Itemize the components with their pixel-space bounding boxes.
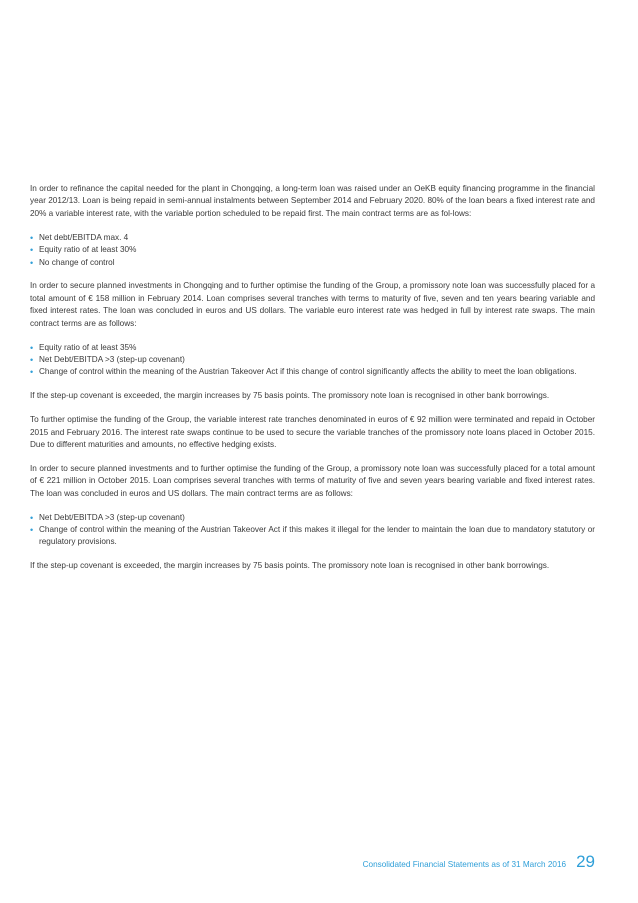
paragraph-promissory-note-2015: In order to secure planned investments and to further optimise the funding of the Group, a promissory note loan was successfully placed for a total amount of € 221 million in October 2015. Loan comprises several tranches with terms of maturity of five and seven years bearing variable and fixed interest rates. The loan was concluded in euros and US dollars. The main contract terms are as follows: bbox=[30, 463, 595, 498]
list-item: • No change of control bbox=[30, 257, 115, 268]
bullet-icon: • bbox=[30, 232, 34, 243]
list-item: • Change of control within the meaning of the Austrian Takeover Act if this makes it illegal for the lender to maintain the loan due to mandatory statutory or regulatory provisions. bbox=[30, 525, 595, 547]
list-item: • Net Debt/EBITDA >3 (step-up covenant) bbox=[30, 512, 185, 523]
page-footer bbox=[363, 852, 595, 872]
bullet-icon: • bbox=[30, 354, 34, 365]
bullet-icon: • bbox=[30, 257, 34, 268]
contract-terms-list-1 bbox=[30, 232, 595, 269]
bullet-icon: • bbox=[30, 342, 34, 353]
list-item: • Equity ratio of at least 30% bbox=[30, 245, 137, 256]
list-item: • Net Debt/EBITDA >3 (step-up covenant) bbox=[30, 354, 185, 365]
bullet-icon: • bbox=[30, 367, 34, 378]
paragraph-step-up-covenant-1: If the step-up covenant is exceeded, the margin increases by 75 basis points. The promissory note loan is recognised in other bank borrowings. bbox=[30, 391, 550, 401]
page-number: 29 bbox=[576, 852, 595, 871]
list-item: • Net debt/EBITDA max. 4 bbox=[30, 232, 129, 243]
contract-terms-list-2 bbox=[30, 342, 595, 379]
list-item: • Equity ratio of at least 35% bbox=[30, 342, 137, 353]
paragraph-step-up-covenant-2: If the step-up covenant is exceeded, the margin increases by 75 basis points. The promissory note loan is recognised in other bank borrowings. bbox=[30, 561, 550, 571]
bullet-icon: • bbox=[30, 245, 34, 256]
paragraph-optimise-funding: To further optimise the funding of the Group, the variable interest rate tranches denominated in euros of € 92 million were terminated and repaid in October 2015 and February 2016. The interest rate swaps continue to be used to secure the variable tranches of the promissory note loans placed in October 2015. Due to different maturities and amounts, no effective hedging exists. bbox=[30, 415, 595, 449]
bullet-icon: • bbox=[30, 525, 34, 536]
bullet-icon: • bbox=[30, 512, 34, 523]
paragraph-promissory-note-2014: In order to secure planned investments in Chongqing and to further optimise the funding of the Group, a promissory note loan was successfully placed for a total amount of € 158 million in February 2014. Loan comprises several tranches with terms to maturity of five, seven and ten years bearing variable and fixed interest rates. The loan was concluded in euros and US dollars. The variable euro interest rate was hedged in full by interest rate swaps. The main contract terms are as follows: bbox=[30, 281, 595, 328]
list-item: • Change of control within the meaning of the Austrian Takeover Act if this change of control significantly affects the ability to meet the loan obligations. bbox=[30, 367, 577, 378]
paragraph-refinance-chongqing: In order to refinance the capital needed for the plant in Chongqing, a long-term loan was raised under an OeKB equity financing programme in the financial year 2012/13. Loan is being repaid in semi-annual instalments between September 2014 and February 2020. 80% of the loan bears a fixed interest rate and 20% a variable interest rate, with the variable portion scheduled to be repaid first. The main contract terms are as fol-lows: bbox=[30, 184, 595, 218]
document-body bbox=[30, 183, 595, 584]
contract-terms-list-3 bbox=[30, 512, 595, 549]
footer-title: Consolidated Financial Statements as of 31 March 2016 bbox=[362, 860, 567, 869]
